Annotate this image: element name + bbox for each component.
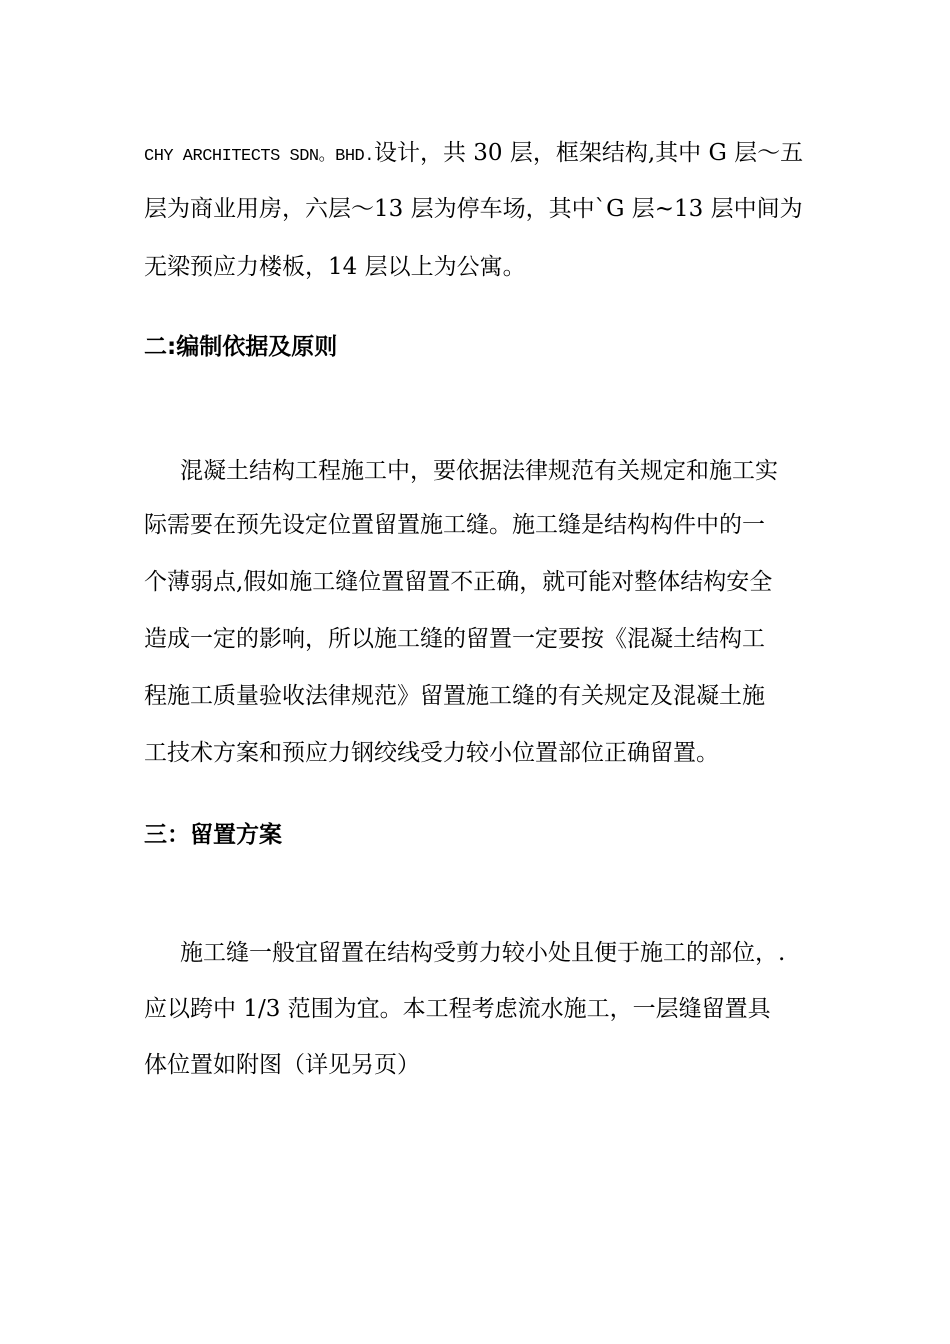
- section-heading: 三：留置方案: [144, 822, 282, 848]
- paragraph-line: 无梁预应力楼板，14 层以上为公寓。: [144, 254, 526, 280]
- paragraph-line: 个薄弱点,假如施工缝位置留置不正确，就可能对整体结构安全: [144, 569, 773, 595]
- paragraph-text: 设计，共 30 层，框架结构,其中 G 层～五: [373, 140, 804, 166]
- paragraph-line: 应以跨中 1/3 范围为宜。本工程考虑流水施工，一层缝留置具: [144, 996, 771, 1022]
- paragraph-line: 造成一定的影响，所以施工缝的留置一定要按《混凝土结构工: [144, 626, 765, 652]
- paragraph-line: 层为商业用房，六层～13 层为停车场，其中`G 层~13 层中间为: [144, 196, 803, 222]
- paragraph-line: 工技术方案和预应力钢绞线受力较小位置部位正确留置。: [144, 740, 719, 766]
- paragraph-line: 程施工质量验收法律规范》留置施工缝的有关规定及混凝土施: [144, 683, 765, 709]
- section-heading: 二:编制依据及原则: [144, 334, 338, 360]
- paragraph-line: 体位置如附图（详见另页）: [144, 1052, 420, 1078]
- paragraph-line: 际需要在预先设定位置留置施工缝。施工缝是结构构件中的一: [144, 512, 765, 538]
- paragraph-line: 施工缝一般宜留置在结构受剪力较小处且便于施工的部位，.: [180, 940, 786, 966]
- paragraph-line: 混凝土结构工程施工中，要依据法律规范有关规定和施工实: [180, 458, 778, 484]
- paragraph-line: [144, 138, 803, 172]
- architect-name: CHY ARCHITECTS SDN。BHD.: [144, 147, 374, 166]
